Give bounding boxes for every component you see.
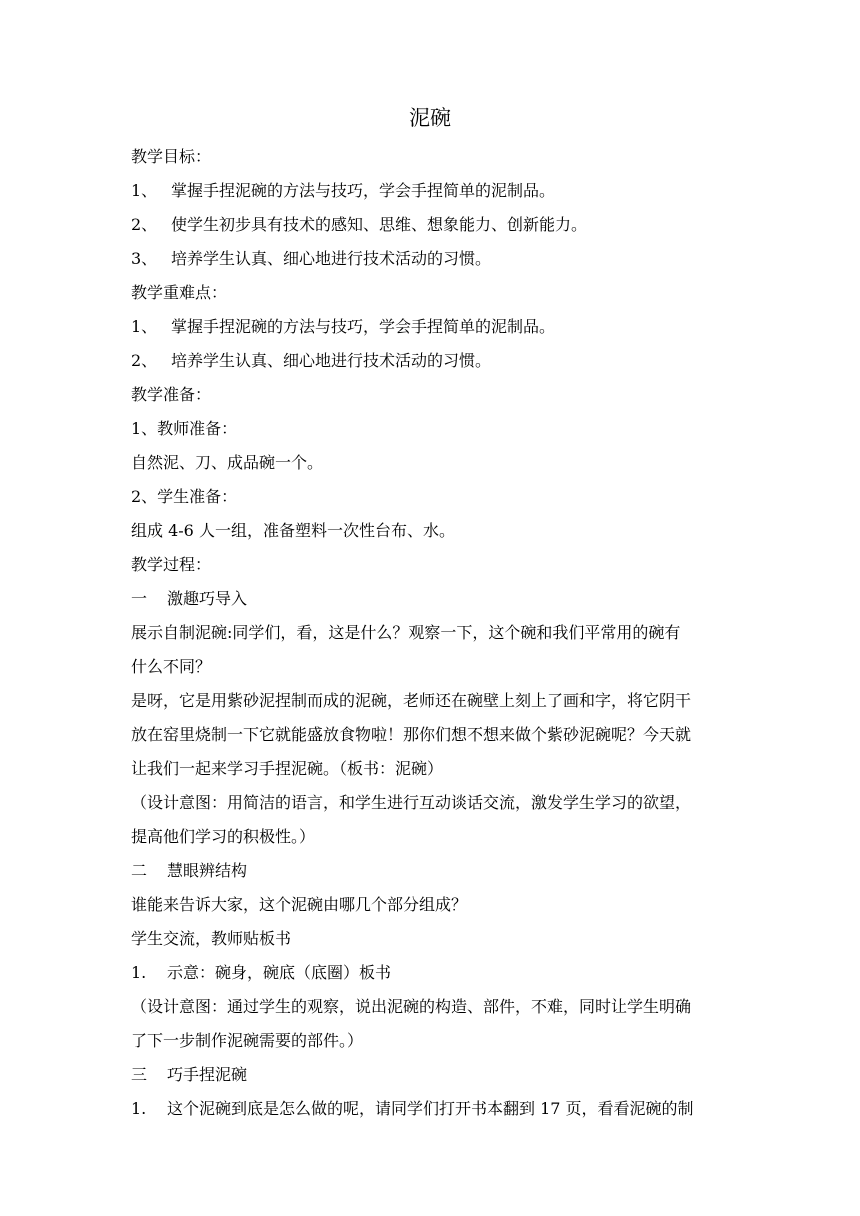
list-item (131, 315, 731, 339)
paragraph-line (131, 825, 731, 849)
list-item (131, 247, 731, 271)
section-number: 三 (131, 1065, 148, 1084)
list-item (131, 961, 731, 985)
paragraph-line (131, 757, 731, 781)
subsection-heading (131, 1063, 731, 1087)
section-heading (131, 145, 731, 169)
line-text: 教学准备： (131, 385, 212, 404)
paragraph-line (131, 1029, 731, 1053)
list-item (131, 1097, 731, 1121)
line-text: 教学目标： (131, 147, 212, 166)
list-item (131, 213, 731, 237)
section-number: 二 (131, 861, 148, 880)
paragraph-line (131, 655, 731, 679)
section-heading (131, 281, 731, 305)
list-item (131, 349, 731, 373)
list-number: 1、 (131, 181, 158, 200)
paragraph-line (131, 927, 731, 951)
paragraph-line (131, 791, 731, 815)
line-text: 组成 4-6 人一组，准备塑料一次性台布、水。 (131, 521, 455, 540)
paragraph-line (131, 723, 731, 747)
line-text: 1、教师准备： (131, 419, 238, 438)
paragraph-line (131, 519, 731, 543)
line-text: 了下一步制作泥碗需要的部件。） (131, 1031, 364, 1050)
list-number: 1. (131, 963, 147, 982)
line-text: 掌握手捏泥碗的方法与技巧，学会手捏简单的泥制品。 (171, 317, 556, 336)
document-title: 泥碗 (409, 106, 451, 130)
section-heading (131, 383, 731, 407)
line-text: 激趣巧导入 (167, 589, 248, 608)
list-number: 2、 (131, 215, 158, 234)
paragraph-line (131, 689, 731, 713)
line-text: 示意：碗身，碗底（底圈）板书 (167, 963, 392, 982)
list-number: 3、 (131, 249, 158, 268)
line-text: （设计意图：通过学生的观察，说出泥碗的构造、部件，不难，同时让学生明确 (131, 997, 692, 1016)
paragraph-line (131, 485, 731, 509)
paragraph-line (131, 451, 731, 475)
line-text: 使学生初步具有技术的感知、思维、想象能力、创新能力。 (171, 215, 588, 234)
list-number: 1、 (131, 317, 158, 336)
line-text: 什么不同？ (131, 657, 212, 676)
line-text: 谁能来告诉大家，这个泥碗由哪几个部分组成？ (131, 895, 468, 914)
line-text: 慧眼辨结构 (167, 861, 248, 880)
line-text: 培养学生认真、细心地进行技术活动的习惯。 (171, 249, 492, 268)
line-text: 巧手捏泥碗 (167, 1065, 248, 1084)
line-text: （设计意图：用简洁的语言，和学生进行互动谈话交流，激发学生学习的欲望， (131, 793, 692, 812)
line-text: 培养学生认真、细心地进行技术活动的习惯。 (171, 351, 492, 370)
line-text: 是呀，它是用紫砂泥捏制而成的泥碗，老师还在碗壁上刻上了画和字，将它阴干 (131, 691, 692, 710)
line-text: 学生交流，教师贴板书 (131, 929, 292, 948)
list-number: 2、 (131, 351, 158, 370)
subsection-heading (131, 587, 731, 611)
line-text: 教学过程： (131, 555, 212, 574)
line-text: 提高他们学习的积极性。） (131, 827, 316, 846)
line-text: 让我们一起来学习手捏泥碗。（板书：泥碗） (131, 759, 444, 778)
paragraph-line (131, 621, 731, 645)
paragraph-line (131, 995, 731, 1019)
paragraph-line (131, 893, 731, 917)
list-item (131, 179, 731, 203)
line-text: 掌握手捏泥碗的方法与技巧，学会手捏简单的泥制品。 (171, 181, 556, 200)
line-text: 展示自制泥碗:同学们，看，这是什么？观察一下，这个碗和我们平常用的碗有 (131, 623, 681, 642)
subsection-heading (131, 859, 731, 883)
line-text: 这个泥碗到底是怎么做的呢，请同学们打开书本翻到 17 页，看看泥碗的制 (167, 1099, 694, 1118)
line-text: 放在窑里烧制一下它就能盛放食物啦！那你们想不想来做个紫砂泥碗呢？今天就 (131, 725, 692, 744)
list-number: 1. (131, 1099, 147, 1118)
line-text: 2、学生准备： (131, 487, 238, 506)
line-text: 自然泥、刀、成品碗一个。 (131, 453, 324, 472)
section-number: 一 (131, 589, 148, 608)
paragraph-line (131, 417, 731, 441)
section-heading (131, 553, 731, 577)
line-text: 教学重难点： (131, 283, 228, 302)
